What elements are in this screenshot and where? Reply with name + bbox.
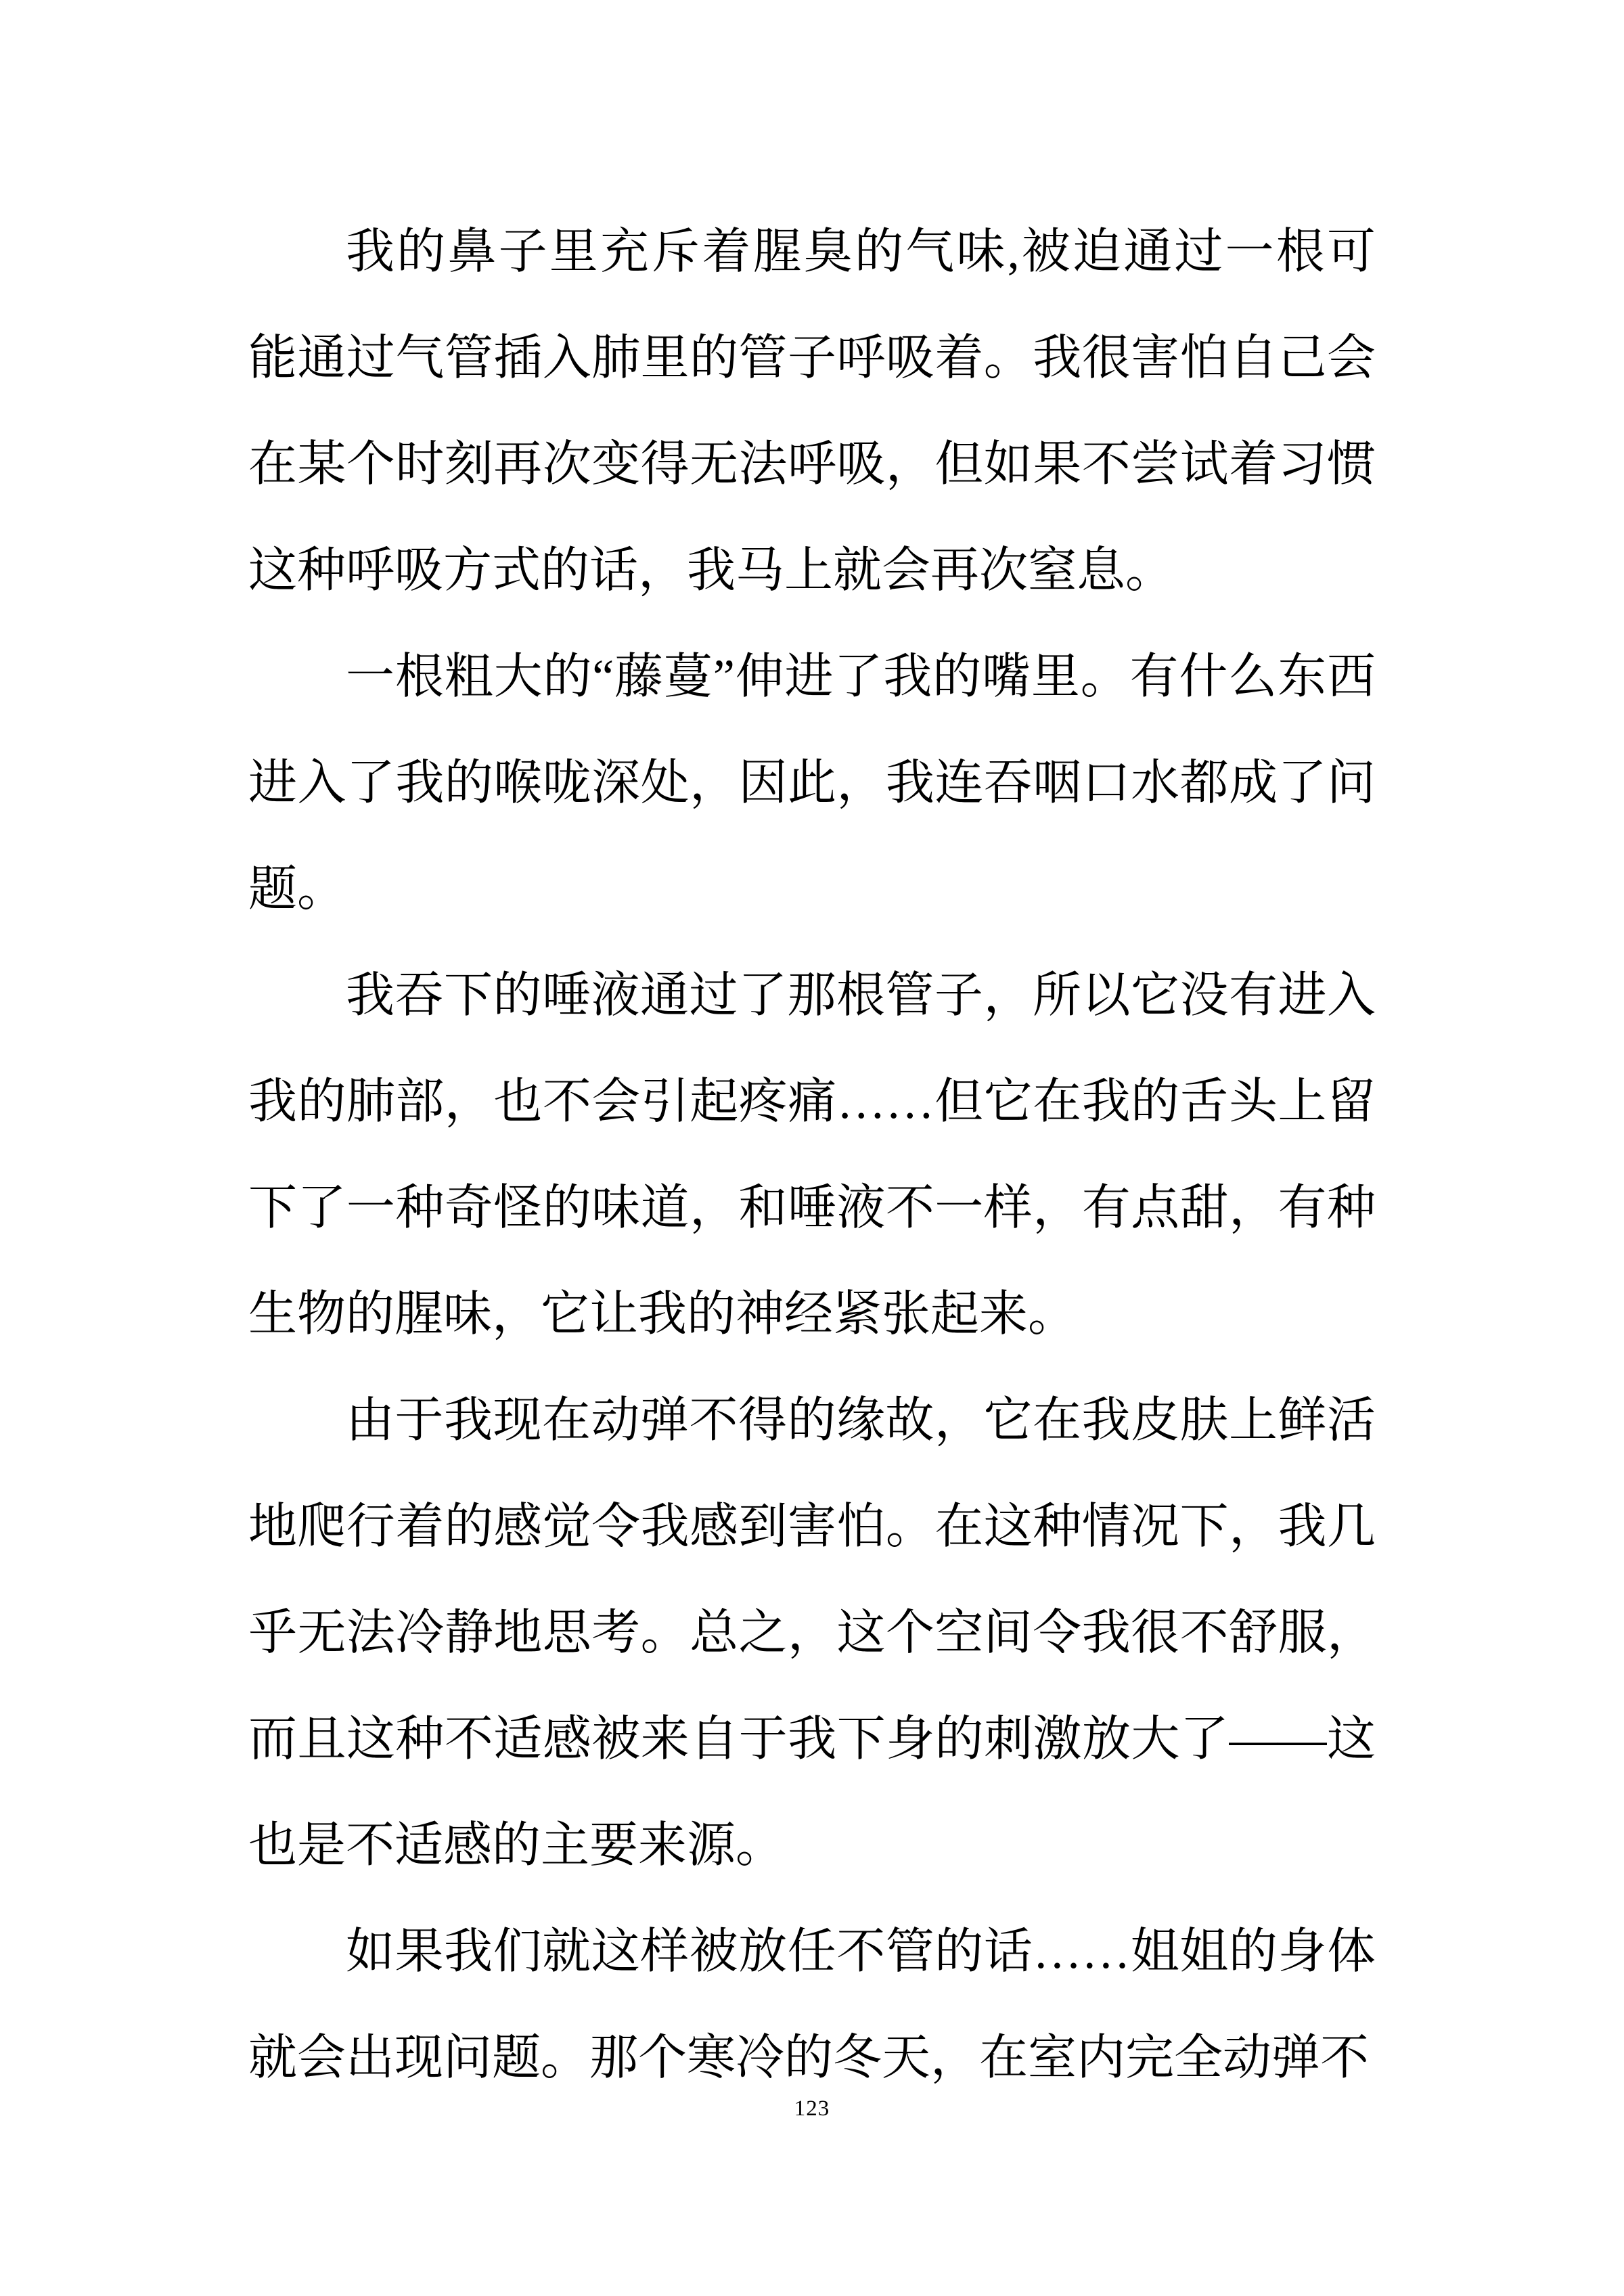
paragraph-2: 一根粗大的“藤蔓”伸进了我的嘴里。有什么东西进入了我的喉咙深处，因此，我连吞咽口水都成了问题。 [248,650,1376,916]
paragraph-5: 如果我们就这样被放任不管的话……姐姐的身体就会出现问题。那个寒冷的冬天，在室内完全动弹不 [248,1924,1376,2085]
paragraph-3: 我吞下的唾液通过了那根管子，所以它没有进入我的肺部，也不会引起疼痛……但它在我的舌头上留下了一种奇怪的味道，和唾液不一样，有点甜，有种生物的腥味，它让我的神经紧张起来。 [248,968,1376,1341]
paragraph-4: 由于我现在动弹不得的缘故，它在我皮肤上鲜活地爬行着的感觉令我感到害怕。在这种情况下，我几乎无法冷静地思考。总之，这个空间令我很不舒服，而且这种不适感被来自于我下身的刺激放大了——这也是不适感的主要来源。 [248,1393,1376,1872]
page-footer [0,2096,1624,2121]
paragraph-1: 我的鼻子里充斥着腥臭的气味,被迫通过一根可能通过气管插入肺里的管子呼吸着。我很害怕自己会在某个时刻再次变得无法呼吸，但如果不尝试着习惯这种呼吸方式的话，我马上就会再次窒息。 [248,225,1376,598]
page-number: 123 [794,2096,830,2121]
text-body [248,199,1376,2111]
